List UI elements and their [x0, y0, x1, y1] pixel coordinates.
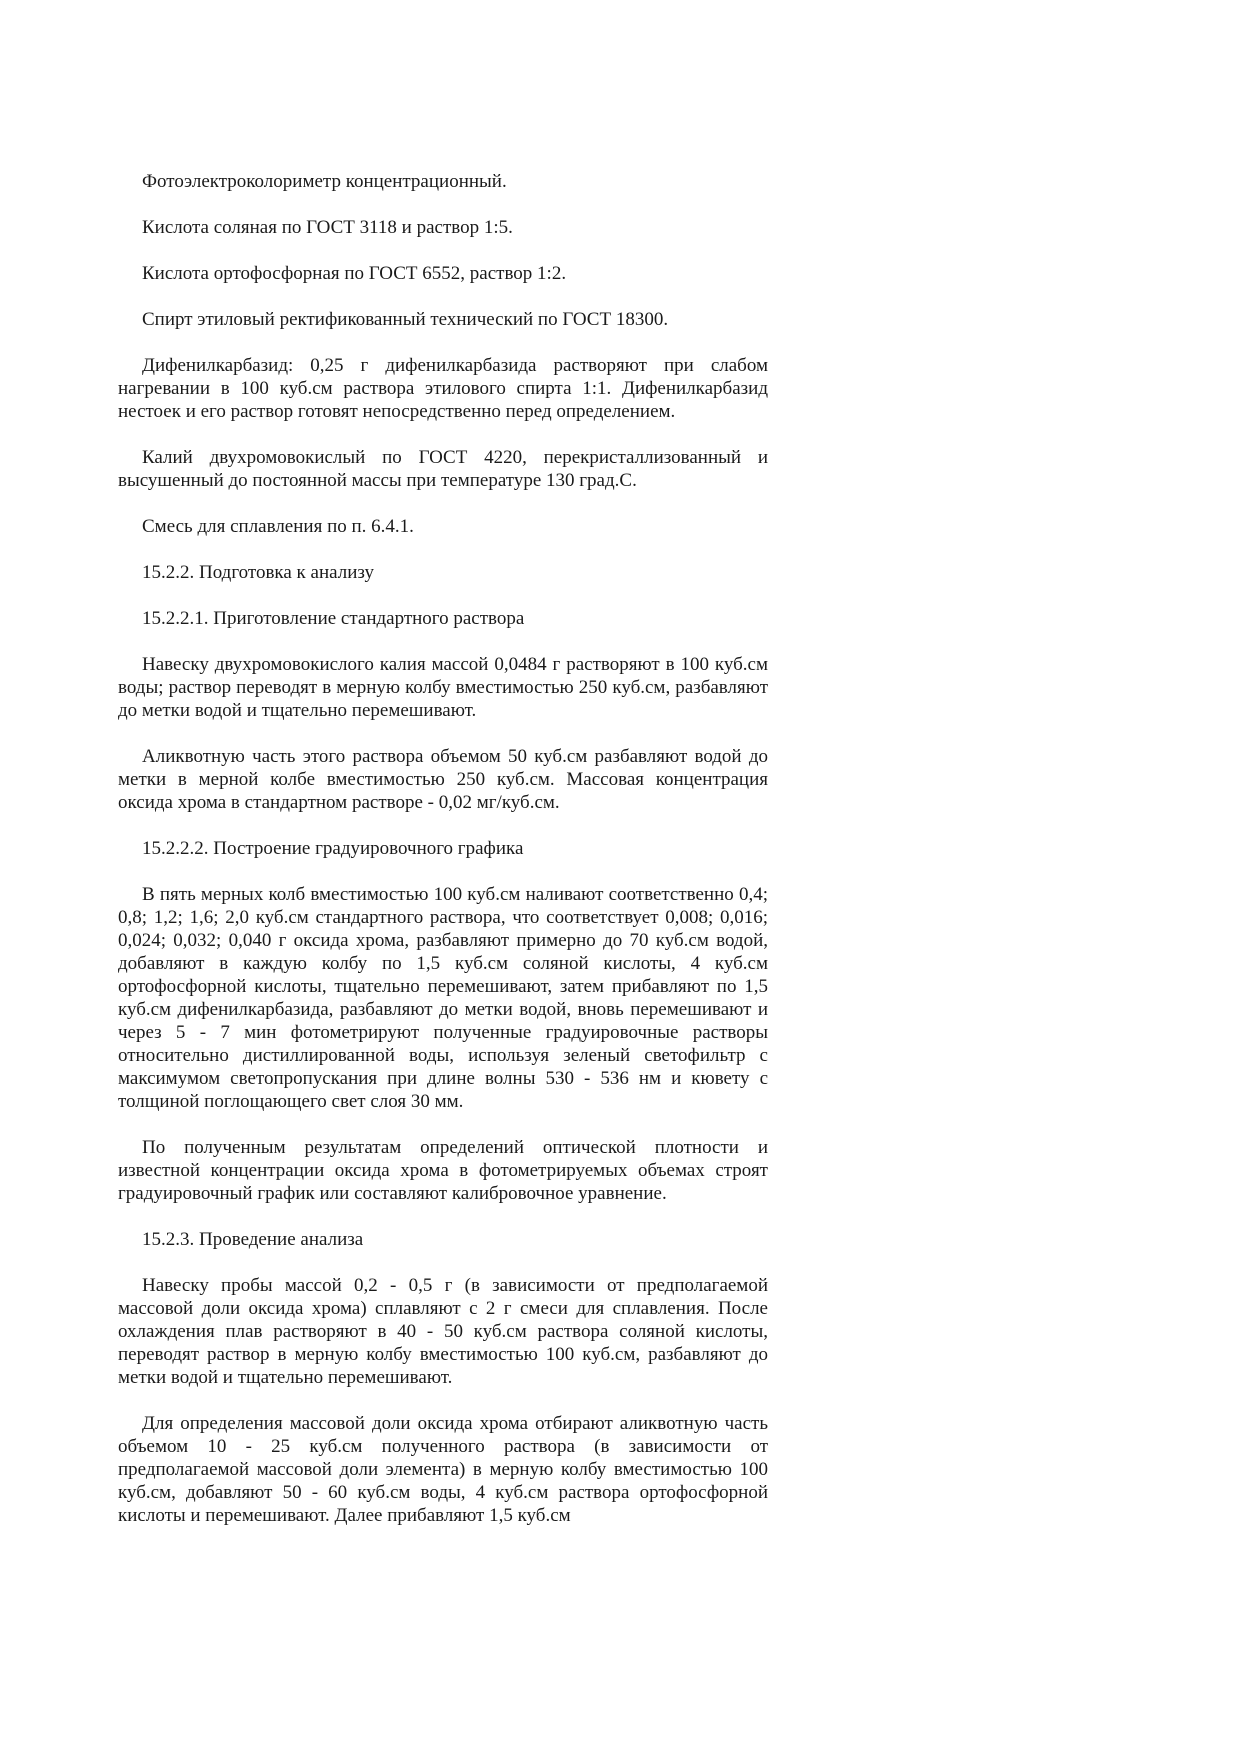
paragraph-phosphoric-acid: Кислота ортофосфорная по ГОСТ 6552, раствор 1:2. — [142, 263, 567, 284]
paragraph-sample-fusion: Навеску пробы массой 0,2 - 0,5 г (в зависимости от предполагаемой массовой доли оксида хрома) сплавляют с 2 г смеси для сплавления. После охлаждения плав растворяют в 40 - 50 куб.см раствора соляной кислоты, переводят раствор в мерную колбу вместимостью 100 куб.см, разбавляют до метки водой и тщательно перемешивают. — [118, 1275, 768, 1388]
paragraph-hydrochloric-acid: Кислота соляная по ГОСТ 3118 и раствор 1:5. — [142, 217, 513, 238]
paragraph-ethyl-alcohol: Спирт этиловый ректификованный технический по ГОСТ 18300. — [142, 309, 669, 330]
section-heading-standard-solution: 15.2.2.1. Приготовление стандартного раствора — [142, 608, 525, 629]
document-body — [118, 170, 768, 1527]
paragraph-diphenylcarbazide: Дифенилкарбазид: 0,25 г дифенилкарбазида растворяют при слабом нагревании в 100 куб.см раствора этилового спирта 1:1. Дифенилкарбазид нестоек и его раствор готовят непосредственно перед определением. — [118, 355, 768, 422]
paragraph-potassium-dichromate: Калий двухромовокислый по ГОСТ 4220, перекристаллизованный и высушенный до постоянной массы при температуре 130 град.С. — [118, 447, 768, 491]
section-heading-analysis: 15.2.3. Проведение анализа — [142, 1229, 364, 1250]
paragraph-calibration-result: По полученным результатам определений оптической плотности и известной концентрации оксида хрома в фотометрируемых объемах строят градуировочный график или составляют калибровочное уравнение. — [118, 1137, 768, 1204]
paragraph-standard-solution-weighing: Навеску двухромовокислого калия массой 0,0484 г растворяют в 100 куб.см воды; раствор переводят в мерную колбу вместимостью 250 куб.см, разбавляют до метки водой и тщательно перемешивают. — [118, 654, 768, 721]
section-heading-preparation: 15.2.2. Подготовка к анализу — [142, 562, 374, 583]
paragraph-calibration-procedure: В пять мерных колб вместимостью 100 куб.см наливают соответственно 0,4; 0,8; 1,2; 1,6; 2,0 куб.см стандартного раствора, что соответствует 0,008; 0,016; 0,024; 0,032; 0,040 г оксида хрома, разбавляют примерно до 70 куб.см водой, добавляют в каждую колбу по 1,5 куб.см соляной кислоты, 4 куб.см ортофосфорной кислоты, тщательно перемешивают, затем прибавляют по 1,5 куб.см дифенилкарбазида, разбавляют до метки водой, вновь перемешивают и через 5 - 7 мин фотометрируют полученные градуировочные растворы относительно дистиллированной воды, используя зеленый светофильтр с максимумом светопропускания при длине волны 530 - 536 нм и кювету с толщиной поглощающего свет слоя 30 мм. — [118, 884, 768, 1112]
section-heading-calibration-graph: 15.2.2.2. Построение градуировочного графика — [142, 838, 524, 859]
paragraph-aliquot-determination: Для определения массовой доли оксида хрома отбирают аликвотную часть объемом 10 - 25 куб.см полученного раствора (в зависимости от предполагаемой массовой доли элемента) в мерную колбу вместимостью 100 куб.см, добавляют 50 - 60 куб.см воды, 4 куб.см раствора ортофосфорной кислоты и перемешивают. Далее прибавляют 1,5 куб.см — [118, 1413, 768, 1526]
paragraph-fusion-mixture: Смесь для сплавления по п. 6.4.1. — [142, 516, 414, 537]
paragraph-aliquot-dilution: Аликвотную часть этого раствора объемом 50 куб.см разбавляют водой до метки в мерной колбе вместимостью 250 куб.см. Массовая концентрация оксида хрома в стандартном растворе - 0,02 мг/куб.см. — [118, 746, 768, 813]
paragraph-photocolorimeter: Фотоэлектроколориметр концентрационный. — [142, 171, 507, 192]
